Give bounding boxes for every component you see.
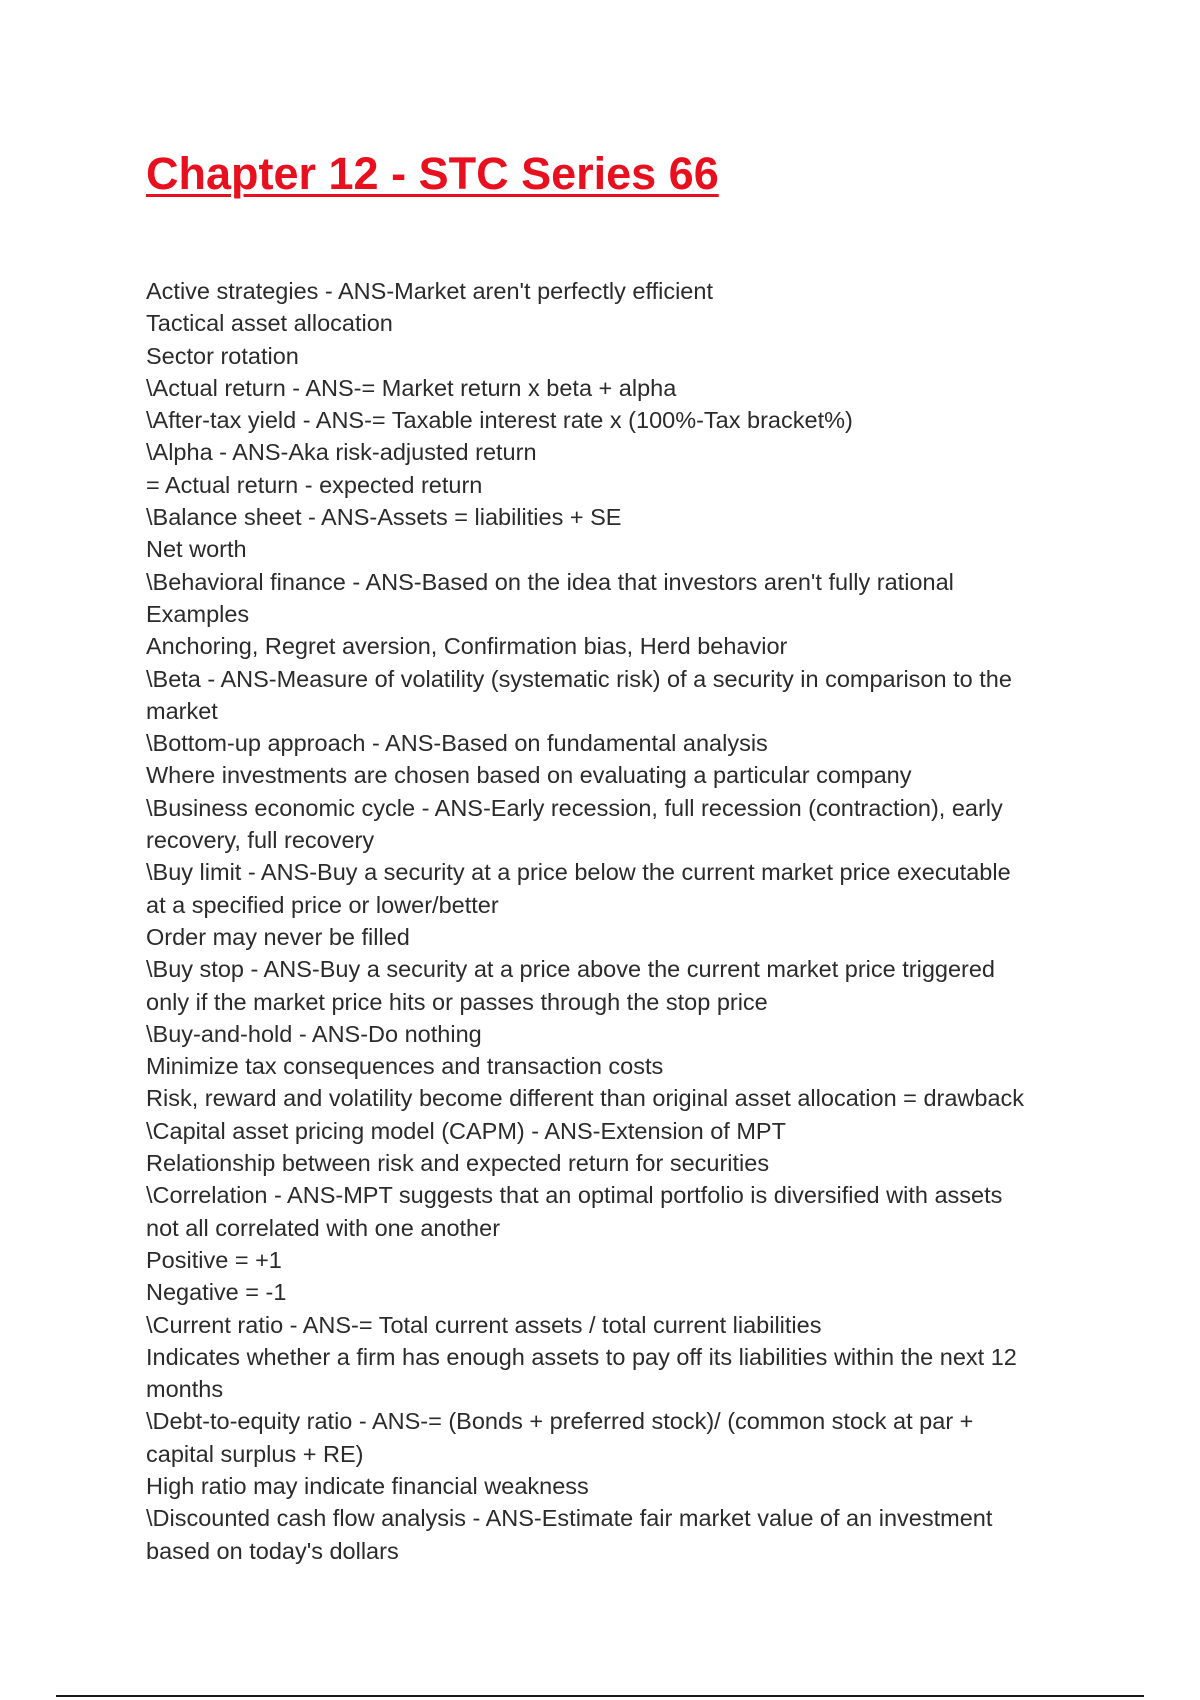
text-line: Indicates whether a firm has enough assets to pay off its liabilities within the next 12	[146, 1343, 1017, 1370]
text-line: \Capital asset pricing model (CAPM) - ANS-Extension of MPT	[146, 1117, 786, 1144]
text-line: \Buy stop - ANS-Buy a security at a price above the current market price triggered	[146, 956, 995, 983]
text-line: \Buy limit - ANS-Buy a security at a price below the current market price executable	[146, 859, 1011, 886]
text-line: \Correlation - ANS-MPT suggests that an optimal portfolio is diversified with assets	[146, 1182, 1003, 1209]
text-line: capital surplus + RE)	[146, 1440, 364, 1467]
text-line: Negative = -1	[146, 1279, 287, 1306]
text-line: \Actual return - ANS-= Market return x beta + alpha	[146, 374, 677, 401]
text-line: months	[146, 1376, 224, 1403]
text-line: \Business economic cycle - ANS-Early recession, full recession (contraction), early	[146, 794, 1003, 821]
text-line: Net worth	[146, 536, 247, 563]
text-line: \Balance sheet - ANS-Assets = liabilities + SE	[146, 504, 622, 531]
text-line: \Behavioral finance - ANS-Based on the idea that investors aren't fully rational	[146, 568, 954, 595]
text-line: \Debt-to-equity ratio - ANS-= (Bonds + preferred stock)/ (common stock at par +	[146, 1408, 974, 1435]
text-line: only if the market price hits or passes through the stop price	[146, 988, 768, 1015]
text-line: Positive = +1	[146, 1246, 282, 1273]
text-line: High ratio may indicate financial weakness	[146, 1472, 589, 1499]
text-line: recovery, full recovery	[146, 827, 375, 854]
text-line: Order may never be filled	[146, 923, 410, 950]
text-line: Examples	[146, 600, 250, 627]
document-body	[146, 275, 1066, 1567]
text-line: Sector rotation	[146, 342, 299, 369]
text-line: Anchoring, Regret aversion, Confirmation bias, Herd behavior	[146, 633, 788, 660]
text-line: Where investments are chosen based on evaluating a particular company	[146, 762, 912, 789]
text-line: Active strategies - ANS-Market aren't perfectly efficient	[146, 278, 713, 304]
text-line: \Buy-and-hold - ANS-Do nothing	[146, 1020, 482, 1047]
footer-divider	[56, 1695, 1144, 1697]
page-title: Chapter 12 - STC Series 66	[146, 148, 719, 199]
text-line: Risk, reward and volatility become different than original asset allocation = drawback	[146, 1085, 1025, 1112]
text-line: Relationship between risk and expected return for securities	[146, 1150, 770, 1177]
text-line: \Bottom-up approach - ANS-Based on fundamental analysis	[146, 730, 768, 757]
text-line: market	[146, 697, 218, 724]
text-line: \Beta - ANS-Measure of volatility (systematic risk) of a security in comparison to the	[146, 665, 1012, 692]
text-line: Tactical asset allocation	[146, 310, 393, 337]
text-line: Minimize tax consequences and transaction costs	[146, 1053, 664, 1080]
text-line: based on today's dollars	[146, 1537, 399, 1564]
text-line: not all correlated with one another	[146, 1214, 501, 1241]
text-line: \After-tax yield - ANS-= Taxable interest rate x (100%-Tax bracket%)	[146, 407, 853, 434]
text-line: \Alpha - ANS-Aka risk-adjusted return	[146, 439, 537, 466]
text-line: = Actual return - expected return	[146, 471, 483, 498]
text-line: \Discounted cash flow analysis - ANS-Estimate fair market value of an investment	[146, 1505, 993, 1532]
text-line: at a specified price or lower/better	[146, 891, 499, 918]
text-line: \Current ratio - ANS-= Total current assets / total current liabilities	[146, 1311, 822, 1338]
